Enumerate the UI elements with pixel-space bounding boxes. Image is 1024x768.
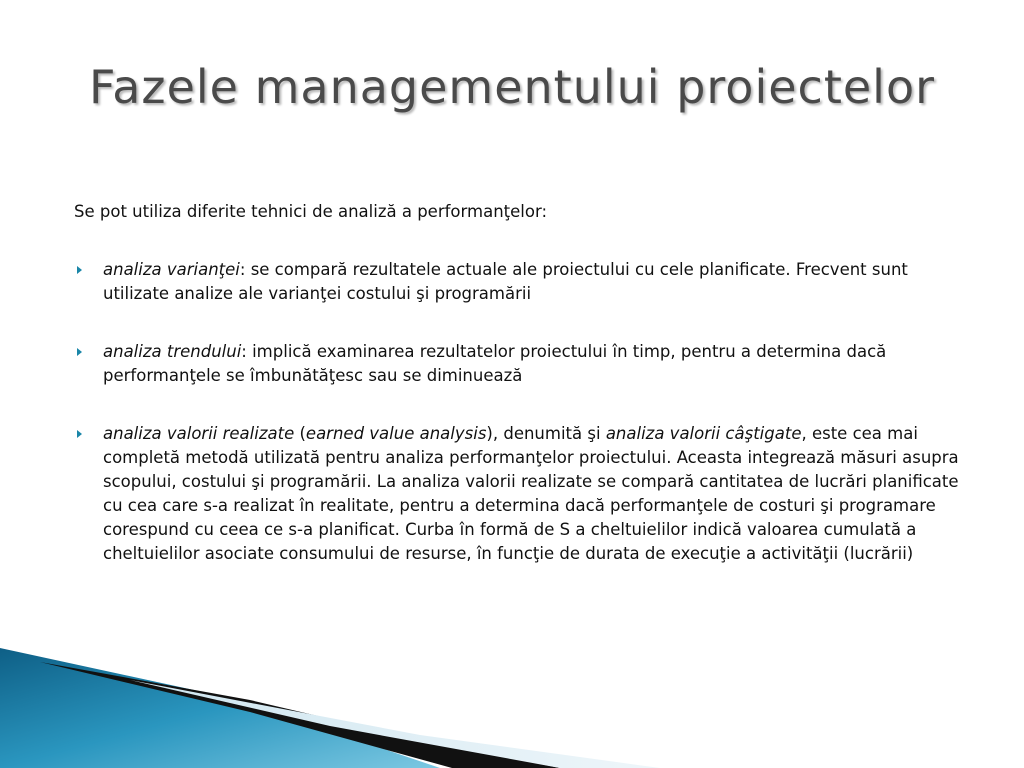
slide-content [74, 200, 974, 600]
bullet-text: ( [294, 424, 306, 443]
bullet-text: : se compară rezultatele actuale ale proiectului cu cele planificate. Frecvent sunt utilizate analize ale varianţei costului şi programării [103, 260, 908, 303]
bullet-text: ), denumită şi [486, 424, 606, 443]
bullet-term-alternate: analiza valorii câştigate [605, 424, 802, 443]
bullet-text: , este cea mai completă metodă utilizată pentru analiza performanţelor proiectului. Aceasta integrează măsuri asupra scopului, costului şi programării. La analiza valorii realizate se compară cantitatea de lucrări planificate cu cea care s-a realizat în realitate, pentru a determina dacă performanţele de costuri şi programare corespund cu ceea ce s-a planificat. Curba în formă de S a cheltuielilor indică valoarea cumulată a cheltuielilor asociate consumului de resurse, în funcţie de durata de execuţie a activităţii (lucrării) [103, 424, 959, 563]
triangle-bullet-icon [77, 430, 82, 438]
slide-title: Fazele managementului proiectelor [89, 60, 935, 114]
bullet-text: : implică examinarea rezultatelor proiectului în timp, pentru a determina dacă performanţele se îmbunătăţesc sau se diminuează [103, 342, 887, 385]
bullet-term-english: earned value analysis [305, 424, 487, 443]
bullet-variance-analysis [74, 258, 974, 306]
bullet-term: analiza valorii realizate [103, 424, 295, 443]
triangle-bullet-icon [77, 266, 82, 274]
bullet-earned-value-analysis [74, 422, 974, 566]
bullet-term: analiza trendului [103, 342, 242, 361]
blue-wave-shape [0, 648, 440, 768]
bullet-trend-analysis [74, 340, 974, 388]
bullet-term: analiza varianţei [103, 260, 240, 279]
intro-text: Se pot utiliza diferite tehnici de analiză a performanţelor: [74, 202, 548, 221]
triangle-bullet-icon [77, 348, 82, 356]
